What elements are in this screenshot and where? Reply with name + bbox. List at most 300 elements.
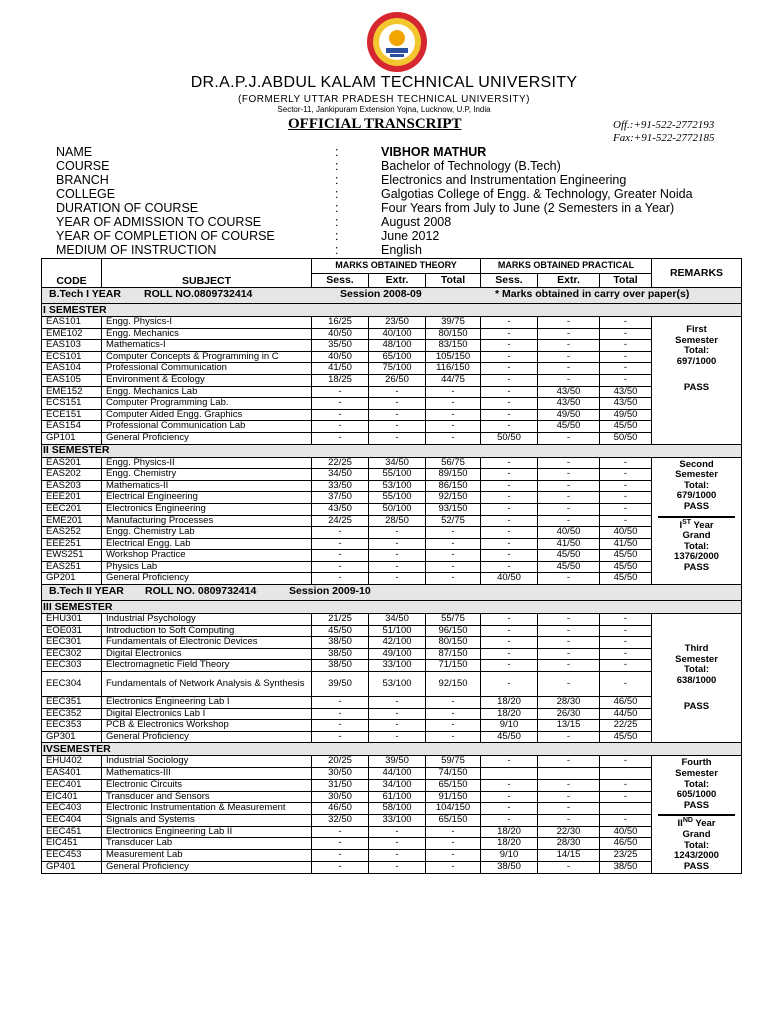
roll-number: ROLL NO. 0809732414 bbox=[145, 585, 257, 598]
mark-cell: 87/150 bbox=[426, 648, 481, 660]
course-subject: Engg. Mechanics bbox=[102, 328, 312, 340]
course-subject: Mathematics-II bbox=[102, 480, 312, 492]
info-colon: : bbox=[335, 201, 339, 215]
mark-cell: 80/150 bbox=[426, 328, 481, 340]
course-code: EEE201 bbox=[42, 492, 102, 504]
course-subject: General Proficiency bbox=[102, 432, 312, 444]
mark-cell: 38/50 bbox=[312, 637, 369, 649]
mark-cell: 24/25 bbox=[312, 515, 369, 527]
session-label: Session 2008-09 bbox=[340, 288, 422, 300]
mark-cell: 30/50 bbox=[312, 791, 369, 803]
mark-cell: 33/100 bbox=[369, 660, 426, 672]
mark-cell: - bbox=[600, 363, 652, 375]
mark-cell bbox=[481, 768, 538, 780]
mark-cell: - bbox=[426, 850, 481, 862]
mark-cell: 92/150 bbox=[426, 672, 481, 697]
mark-cell: - bbox=[369, 731, 426, 743]
mark-cell: 49/50 bbox=[600, 409, 652, 421]
office-phone: Off.:+91-522-2772193 bbox=[613, 119, 715, 131]
mark-cell bbox=[600, 768, 652, 780]
header-subject: SUBJECT bbox=[102, 259, 312, 288]
course-subject: Transducer and Sensors bbox=[102, 791, 312, 803]
course-code: EEC351 bbox=[42, 697, 102, 709]
mark-cell: 39/75 bbox=[426, 317, 481, 329]
mark-cell: 61/100 bbox=[369, 791, 426, 803]
mark-cell: 28/30 bbox=[538, 838, 600, 850]
mark-cell: 40/50 bbox=[538, 527, 600, 539]
mark-cell: - bbox=[538, 660, 600, 672]
semester-title: II SEMESTER bbox=[42, 444, 742, 457]
course-code: EEC451 bbox=[42, 826, 102, 838]
course-row bbox=[42, 708, 742, 720]
mark-cell: 51/100 bbox=[369, 625, 426, 637]
semester-header-row bbox=[42, 304, 742, 317]
mark-cell: - bbox=[481, 648, 538, 660]
mark-cell: 45/50 bbox=[600, 573, 652, 585]
mark-cell: - bbox=[600, 660, 652, 672]
mark-cell: - bbox=[369, 386, 426, 398]
course-subject: Engg. Physics-II bbox=[102, 457, 312, 469]
mark-cell: - bbox=[481, 660, 538, 672]
mark-cell: - bbox=[538, 492, 600, 504]
mark-cell: - bbox=[600, 317, 652, 329]
course-code: EIC401 bbox=[42, 791, 102, 803]
mark-cell: - bbox=[369, 697, 426, 709]
mark-cell: - bbox=[426, 421, 481, 433]
course-code: EEC352 bbox=[42, 708, 102, 720]
course-code: EEE251 bbox=[42, 538, 102, 550]
mark-cell: 22/25 bbox=[312, 457, 369, 469]
course-row bbox=[42, 421, 742, 433]
course-code: EAS201 bbox=[42, 457, 102, 469]
course-code: EHU301 bbox=[42, 614, 102, 626]
course-code: EEC302 bbox=[42, 648, 102, 660]
mark-cell: - bbox=[369, 409, 426, 421]
mark-cell: 39/50 bbox=[369, 756, 426, 768]
info-colon: : bbox=[335, 187, 339, 201]
mark-cell: - bbox=[426, 826, 481, 838]
mark-cell: - bbox=[538, 515, 600, 527]
mark-cell: - bbox=[481, 791, 538, 803]
mark-cell: - bbox=[369, 550, 426, 562]
mark-cell: - bbox=[426, 861, 481, 873]
mark-cell: 40/50 bbox=[600, 826, 652, 838]
mark-cell: 93/150 bbox=[426, 503, 481, 515]
course-row bbox=[42, 803, 742, 815]
mark-cell: 18/20 bbox=[481, 708, 538, 720]
course-subject: General Proficiency bbox=[102, 731, 312, 743]
mark-cell: - bbox=[426, 527, 481, 539]
mark-cell: 38/50 bbox=[312, 648, 369, 660]
info-label: BRANCH bbox=[56, 173, 109, 187]
year-remark-label: IST Year bbox=[679, 518, 714, 531]
info-value: August 2008 bbox=[381, 215, 452, 229]
mark-cell: 53/100 bbox=[369, 480, 426, 492]
info-value: Electronics and Instrumentation Engineering bbox=[381, 173, 627, 187]
mark-cell: - bbox=[538, 791, 600, 803]
university-address: Sector-11, Jankipuram Extension Yojna, Lucknow, U.P, India bbox=[277, 105, 491, 114]
mark-cell: 41/50 bbox=[538, 538, 600, 550]
year-label: B.Tech II YEAR bbox=[49, 585, 124, 598]
course-code: EEC301 bbox=[42, 637, 102, 649]
mark-cell: - bbox=[600, 515, 652, 527]
course-subject: Engg. Physics-I bbox=[102, 317, 312, 329]
mark-cell: 45/50 bbox=[600, 561, 652, 573]
mark-cell: - bbox=[481, 614, 538, 626]
mark-cell: - bbox=[538, 457, 600, 469]
course-subject: Electronics Engineering Lab II bbox=[102, 826, 312, 838]
course-subject: Industrial Sociology bbox=[102, 756, 312, 768]
mark-cell: - bbox=[538, 363, 600, 375]
mark-cell: - bbox=[481, 340, 538, 352]
mark-cell: - bbox=[538, 328, 600, 340]
mark-cell: - bbox=[481, 561, 538, 573]
mark-cell: - bbox=[538, 861, 600, 873]
course-row bbox=[42, 374, 742, 386]
mark-cell: 45/50 bbox=[600, 550, 652, 562]
mark-cell: 71/150 bbox=[426, 660, 481, 672]
course-subject: Electrical Engineering bbox=[102, 492, 312, 504]
mark-cell: 33/100 bbox=[369, 814, 426, 826]
mark-cell: - bbox=[600, 457, 652, 469]
course-row bbox=[42, 398, 742, 410]
mark-cell: - bbox=[312, 838, 369, 850]
mark-cell: - bbox=[538, 672, 600, 697]
course-row bbox=[42, 814, 742, 826]
course-code: EAS154 bbox=[42, 421, 102, 433]
info-value: VIBHOR MATHUR bbox=[381, 145, 487, 159]
course-code: EEC201 bbox=[42, 503, 102, 515]
mark-cell: - bbox=[426, 409, 481, 421]
mark-cell: - bbox=[481, 374, 538, 386]
mark-cell: 43/50 bbox=[600, 398, 652, 410]
info-label: MEDIUM OF INSTRUCTION bbox=[56, 243, 217, 257]
course-code: ECS101 bbox=[42, 351, 102, 363]
mark-cell: - bbox=[481, 457, 538, 469]
mark-cell: 18/20 bbox=[481, 838, 538, 850]
mark-cell: - bbox=[481, 779, 538, 791]
mark-cell: 34/50 bbox=[312, 469, 369, 481]
university-name: DR.A.P.J.ABDUL KALAM TECHNICAL UNIVERSITY bbox=[190, 74, 578, 91]
course-subject: Workshop Practice bbox=[102, 550, 312, 562]
info-value: June 2012 bbox=[381, 229, 440, 243]
course-row bbox=[42, 838, 742, 850]
semester-header-row bbox=[42, 444, 742, 457]
mark-cell: 50/50 bbox=[481, 432, 538, 444]
mark-cell: 35/50 bbox=[312, 340, 369, 352]
course-subject: Mathematics-I bbox=[102, 340, 312, 352]
mark-cell: - bbox=[312, 697, 369, 709]
mark-cell: 48/100 bbox=[369, 340, 426, 352]
semester-remark: Third Semester Total: 638/1000 PASS bbox=[652, 614, 742, 743]
course-row bbox=[42, 573, 742, 585]
mark-cell: - bbox=[312, 708, 369, 720]
mark-cell bbox=[600, 803, 652, 815]
mark-cell: - bbox=[538, 432, 600, 444]
mark-cell: - bbox=[312, 826, 369, 838]
course-row bbox=[42, 457, 742, 469]
mark-cell: - bbox=[600, 374, 652, 386]
mark-cell: - bbox=[426, 697, 481, 709]
mark-cell: - bbox=[312, 861, 369, 873]
info-label: NAME bbox=[56, 145, 93, 159]
mark-cell: 40/100 bbox=[369, 328, 426, 340]
mark-cell: 74/150 bbox=[426, 768, 481, 780]
mark-cell: 86/150 bbox=[426, 480, 481, 492]
course-row bbox=[42, 317, 742, 329]
mark-cell: - bbox=[369, 398, 426, 410]
course-code: EOE031 bbox=[42, 625, 102, 637]
header-theory-sess: Sess. bbox=[312, 273, 369, 288]
mark-cell: 26/50 bbox=[369, 374, 426, 386]
mark-cell: 43/50 bbox=[538, 398, 600, 410]
course-code: EME201 bbox=[42, 515, 102, 527]
course-row bbox=[42, 791, 742, 803]
mark-cell: 52/75 bbox=[426, 515, 481, 527]
mark-cell: - bbox=[481, 756, 538, 768]
info-value: Galgotias College of Engg. & Technology, Greater Noida bbox=[381, 187, 693, 201]
mark-cell: - bbox=[481, 803, 538, 815]
info-colon: : bbox=[335, 229, 339, 243]
course-row bbox=[42, 351, 742, 363]
mark-cell bbox=[538, 768, 600, 780]
mark-cell: 28/50 bbox=[369, 515, 426, 527]
university-seal-logo bbox=[358, 10, 436, 74]
course-subject: Computer Concepts & Programming in C bbox=[102, 351, 312, 363]
course-subject: Electronic Circuits bbox=[102, 779, 312, 791]
mark-cell: - bbox=[538, 374, 600, 386]
mark-cell: 46/50 bbox=[312, 803, 369, 815]
course-code: ECS151 bbox=[42, 398, 102, 410]
course-code: EEC453 bbox=[42, 850, 102, 862]
mark-cell: 38/50 bbox=[312, 660, 369, 672]
mark-cell: 28/30 bbox=[538, 697, 600, 709]
semester-title: IVSEMESTER bbox=[42, 743, 742, 756]
fax-number: Fax:+91-522-2772185 bbox=[613, 132, 715, 144]
mark-cell: - bbox=[426, 720, 481, 732]
course-row bbox=[42, 561, 742, 573]
course-subject: Digital Electronics bbox=[102, 648, 312, 660]
year-label: B.Tech I YEAR bbox=[49, 288, 121, 300]
course-subject: General Proficiency bbox=[102, 573, 312, 585]
mark-cell: 55/75 bbox=[426, 614, 481, 626]
course-code: EAS202 bbox=[42, 469, 102, 481]
info-value: English bbox=[381, 243, 422, 257]
course-row bbox=[42, 328, 742, 340]
mark-cell: 23/50 bbox=[369, 317, 426, 329]
mark-cell: 45/50 bbox=[538, 421, 600, 433]
course-row bbox=[42, 756, 742, 768]
course-row bbox=[42, 672, 742, 697]
mark-cell: - bbox=[481, 492, 538, 504]
mark-cell: - bbox=[481, 515, 538, 527]
course-subject: Measurement Lab bbox=[102, 850, 312, 862]
mark-cell: - bbox=[312, 409, 369, 421]
mark-cell: 40/50 bbox=[312, 351, 369, 363]
mark-cell: 44/75 bbox=[426, 374, 481, 386]
mark-cell: - bbox=[369, 850, 426, 862]
course-subject: Fundamentals of Electronic Devices bbox=[102, 637, 312, 649]
mark-cell: 91/150 bbox=[426, 791, 481, 803]
header-theory: MARKS OBTAINED THEORY bbox=[312, 259, 481, 274]
mark-cell: - bbox=[600, 791, 652, 803]
mark-cell: 89/150 bbox=[426, 469, 481, 481]
course-subject: Mathematics-III bbox=[102, 768, 312, 780]
mark-cell: 80/150 bbox=[426, 637, 481, 649]
mark-cell: 44/100 bbox=[369, 768, 426, 780]
header-remarks: REMARKS bbox=[652, 259, 742, 288]
course-subject: Professional Communication Lab bbox=[102, 421, 312, 433]
mark-cell: 40/50 bbox=[481, 573, 538, 585]
mark-cell: - bbox=[426, 432, 481, 444]
course-code: GP101 bbox=[42, 432, 102, 444]
transcript-table bbox=[41, 258, 742, 874]
mark-cell: - bbox=[426, 731, 481, 743]
mark-cell: - bbox=[538, 779, 600, 791]
course-code: EAS105 bbox=[42, 374, 102, 386]
semester-title: III SEMESTER bbox=[42, 601, 742, 614]
course-subject: Professional Communication bbox=[102, 363, 312, 375]
course-row bbox=[42, 550, 742, 562]
mark-cell: - bbox=[600, 328, 652, 340]
mark-cell: - bbox=[312, 421, 369, 433]
mark-cell: 20/25 bbox=[312, 756, 369, 768]
course-row bbox=[42, 768, 742, 780]
course-code: EEC304 bbox=[42, 672, 102, 697]
mark-cell: 18/20 bbox=[481, 697, 538, 709]
course-subject: Electromagnetic Field Theory bbox=[102, 660, 312, 672]
mark-cell: 65/100 bbox=[369, 351, 426, 363]
mark-cell: 92/150 bbox=[426, 492, 481, 504]
course-row bbox=[42, 637, 742, 649]
mark-cell: 45/50 bbox=[600, 421, 652, 433]
info-value: Four Years from July to June (2 Semesters in a Year) bbox=[381, 201, 675, 215]
course-subject: Computer Programming Lab. bbox=[102, 398, 312, 410]
course-code: GP401 bbox=[42, 861, 102, 873]
mark-cell: - bbox=[312, 527, 369, 539]
mark-cell: 30/50 bbox=[312, 768, 369, 780]
course-row bbox=[42, 779, 742, 791]
info-colon: : bbox=[335, 243, 339, 257]
mark-cell: 55/100 bbox=[369, 492, 426, 504]
mark-cell: 22/25 bbox=[600, 720, 652, 732]
mark-cell: - bbox=[426, 550, 481, 562]
mark-cell: - bbox=[538, 351, 600, 363]
mark-cell: 22/30 bbox=[538, 826, 600, 838]
info-label: YEAR OF ADMISSION TO COURSE bbox=[56, 215, 262, 229]
mark-cell: - bbox=[481, 550, 538, 562]
mark-cell: - bbox=[600, 625, 652, 637]
mark-cell: 13/15 bbox=[538, 720, 600, 732]
mark-cell: - bbox=[369, 708, 426, 720]
mark-cell: - bbox=[312, 850, 369, 862]
semester-header-row bbox=[42, 743, 742, 756]
mark-cell: 41/50 bbox=[312, 363, 369, 375]
mark-cell: 40/50 bbox=[312, 328, 369, 340]
mark-cell: 56/75 bbox=[426, 457, 481, 469]
info-colon: : bbox=[335, 145, 339, 159]
course-code: EAS251 bbox=[42, 561, 102, 573]
info-colon: : bbox=[335, 159, 339, 173]
course-subject: Engg. Chemistry Lab bbox=[102, 527, 312, 539]
mark-cell: - bbox=[481, 409, 538, 421]
course-subject: Electronics Engineering bbox=[102, 503, 312, 515]
mark-cell: 39/50 bbox=[312, 672, 369, 697]
mark-cell: - bbox=[600, 469, 652, 481]
course-row bbox=[42, 527, 742, 539]
mark-cell: - bbox=[600, 503, 652, 515]
mark-cell: - bbox=[538, 340, 600, 352]
mark-cell: - bbox=[600, 492, 652, 504]
mark-cell: 116/150 bbox=[426, 363, 481, 375]
course-code: EME152 bbox=[42, 386, 102, 398]
mark-cell: 34/50 bbox=[369, 614, 426, 626]
mark-cell: - bbox=[481, 503, 538, 515]
mark-cell: - bbox=[312, 573, 369, 585]
course-row bbox=[42, 340, 742, 352]
mark-cell: 37/50 bbox=[312, 492, 369, 504]
mark-cell: 45/50 bbox=[312, 625, 369, 637]
info-colon: : bbox=[335, 215, 339, 229]
mark-cell: - bbox=[369, 421, 426, 433]
mark-cell: 53/100 bbox=[369, 672, 426, 697]
mark-cell: - bbox=[426, 386, 481, 398]
carry-over-note: * Marks obtained in carry over paper(s) bbox=[495, 288, 690, 300]
mark-cell: - bbox=[481, 421, 538, 433]
course-code: EEC353 bbox=[42, 720, 102, 732]
mark-cell: 46/50 bbox=[600, 697, 652, 709]
course-subject: Physics Lab bbox=[102, 561, 312, 573]
mark-cell: 44/50 bbox=[600, 708, 652, 720]
mark-cell: - bbox=[481, 317, 538, 329]
course-row bbox=[42, 492, 742, 504]
mark-cell: - bbox=[481, 538, 538, 550]
mark-cell: - bbox=[538, 573, 600, 585]
course-row bbox=[42, 648, 742, 660]
semester-remark: Fourth Semester Total: 605/1000 PASS IIND Year Grand Total: 1243/2000 PASS bbox=[652, 756, 742, 873]
course-row bbox=[42, 409, 742, 421]
course-code: EAS103 bbox=[42, 340, 102, 352]
course-row bbox=[42, 861, 742, 873]
course-subject: Digital Electronics Lab I bbox=[102, 708, 312, 720]
mark-cell: - bbox=[312, 398, 369, 410]
mark-cell: - bbox=[538, 803, 600, 815]
mark-cell: 31/50 bbox=[312, 779, 369, 791]
course-row bbox=[42, 386, 742, 398]
mark-cell: - bbox=[481, 625, 538, 637]
mark-cell: - bbox=[600, 340, 652, 352]
course-subject: Signals and Systems bbox=[102, 814, 312, 826]
course-subject: Electrical Engg. Lab bbox=[102, 538, 312, 550]
course-subject: General Proficiency bbox=[102, 861, 312, 873]
course-row bbox=[42, 850, 742, 862]
mark-cell: - bbox=[481, 814, 538, 826]
course-row bbox=[42, 469, 742, 481]
mark-cell: 14/15 bbox=[538, 850, 600, 862]
mark-cell: - bbox=[481, 672, 538, 697]
mark-cell: - bbox=[426, 398, 481, 410]
mark-cell: 38/50 bbox=[600, 861, 652, 873]
mark-cell: - bbox=[312, 386, 369, 398]
mark-cell: - bbox=[312, 432, 369, 444]
course-code: EHU402 bbox=[42, 756, 102, 768]
mark-cell: - bbox=[312, 561, 369, 573]
mark-cell: - bbox=[600, 648, 652, 660]
roll-number: ROLL NO.0809732414 bbox=[144, 288, 253, 300]
mark-cell: 43/50 bbox=[312, 503, 369, 515]
mark-cell: - bbox=[600, 672, 652, 697]
course-code: EEC404 bbox=[42, 814, 102, 826]
